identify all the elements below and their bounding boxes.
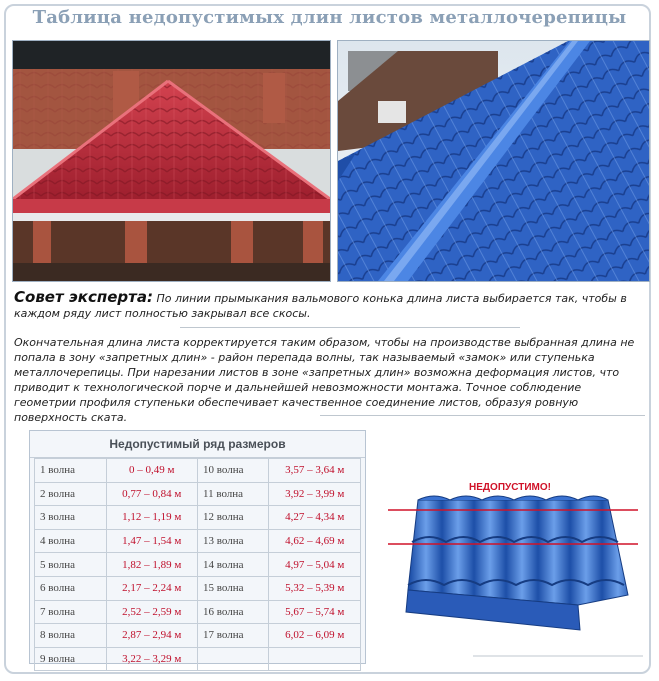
lengths-grid xyxy=(34,458,361,671)
length-range: 6,02 – 6,09 м xyxy=(269,624,361,648)
wave-label: 13 волна xyxy=(197,529,269,553)
wave-label: 15 волна xyxy=(197,576,269,600)
length-range: 0,77 – 0,84 м xyxy=(106,482,197,506)
wave-label: 6 волна xyxy=(35,576,107,600)
wave-label: 11 волна xyxy=(197,482,269,506)
wave-label: 14 волна xyxy=(197,553,269,577)
forbidden-label: НЕДОПУСТИМО! xyxy=(469,482,551,493)
body-paragraph: Окончательная длина листа корректируется таким образом, чтобы на производстве выбранная длина не попала в зону «запретных длин» - район перепада волны, так называемый «замок» или ступенька металлочерепицы. При нарезании листов в зоне «запретных длин» возможна деформация листов, что приводит к технологической порче и дальнейшей невозможности монтажа. Точное соблюдение геометрии профиля ступеньки обеспечивает качественное соединение листов, образуя ровную поверхность ската. xyxy=(14,336,635,424)
tip-text: По линии прымыкания вальмового конька длина листа выбирается так, чтобы в каждом ряду лист полностью закрывал все скосы. xyxy=(14,292,627,320)
table-row xyxy=(35,506,361,530)
table-row xyxy=(35,553,361,577)
wave-label: 5 волна xyxy=(35,553,107,577)
divider-middle xyxy=(320,415,645,416)
length-range: 4,97 – 5,04 м xyxy=(269,553,361,577)
length-range: 2,87 – 2,94 м xyxy=(106,624,197,648)
divider-top xyxy=(180,327,520,328)
length-range: 2,52 – 2,59 м xyxy=(106,600,197,624)
wave-label: 12 волна xyxy=(197,506,269,530)
length-range: 5,32 – 5,39 м xyxy=(269,576,361,600)
length-range xyxy=(269,647,361,671)
forbidden-lengths-table xyxy=(29,430,366,664)
table-row xyxy=(35,459,361,483)
wave-label xyxy=(197,647,269,671)
wave-label: 16 волна xyxy=(197,600,269,624)
table-row xyxy=(35,482,361,506)
length-range: 4,62 – 4,69 м xyxy=(269,529,361,553)
wave-label: 7 волна xyxy=(35,600,107,624)
metal-tile-illustration xyxy=(378,470,648,665)
length-range: 1,82 – 1,89 м xyxy=(106,553,197,577)
expert-tip xyxy=(14,290,642,321)
table-header: Недопустимый ряд размеров xyxy=(30,431,365,458)
wave-label: 4 волна xyxy=(35,529,107,553)
length-range: 4,27 – 4,34 м xyxy=(269,506,361,530)
length-range: 0 – 0,49 м xyxy=(106,459,197,483)
page-title: Таблица недопустимых длин листов металлочерепицы xyxy=(32,7,627,28)
wave-label: 2 волна xyxy=(35,482,107,506)
wave-label: 1 волна xyxy=(35,459,107,483)
length-range: 2,17 – 2,24 м xyxy=(106,576,197,600)
length-range: 1,12 – 1,19 м xyxy=(106,506,197,530)
table-row xyxy=(35,647,361,671)
tip-label: Совет эксперта: xyxy=(14,288,153,306)
length-range: 3,22 – 3,29 м xyxy=(106,647,197,671)
wave-label: 9 волна xyxy=(35,647,107,671)
table-row xyxy=(35,600,361,624)
wave-label: 8 волна xyxy=(35,624,107,648)
length-range: 5,67 – 5,74 м xyxy=(269,600,361,624)
table-row xyxy=(35,624,361,648)
red-roof-photo xyxy=(12,40,331,282)
wave-label: 3 волна xyxy=(35,506,107,530)
length-range: 3,57 – 3,64 м xyxy=(269,459,361,483)
wave-label: 10 волна xyxy=(197,459,269,483)
table-row xyxy=(35,529,361,553)
table-row xyxy=(35,576,361,600)
wave-label: 17 волна xyxy=(197,624,269,648)
length-range: 1,47 – 1,54 м xyxy=(106,529,197,553)
blue-roof-photo xyxy=(337,40,650,282)
length-range: 3,92 – 3,99 м xyxy=(269,482,361,506)
